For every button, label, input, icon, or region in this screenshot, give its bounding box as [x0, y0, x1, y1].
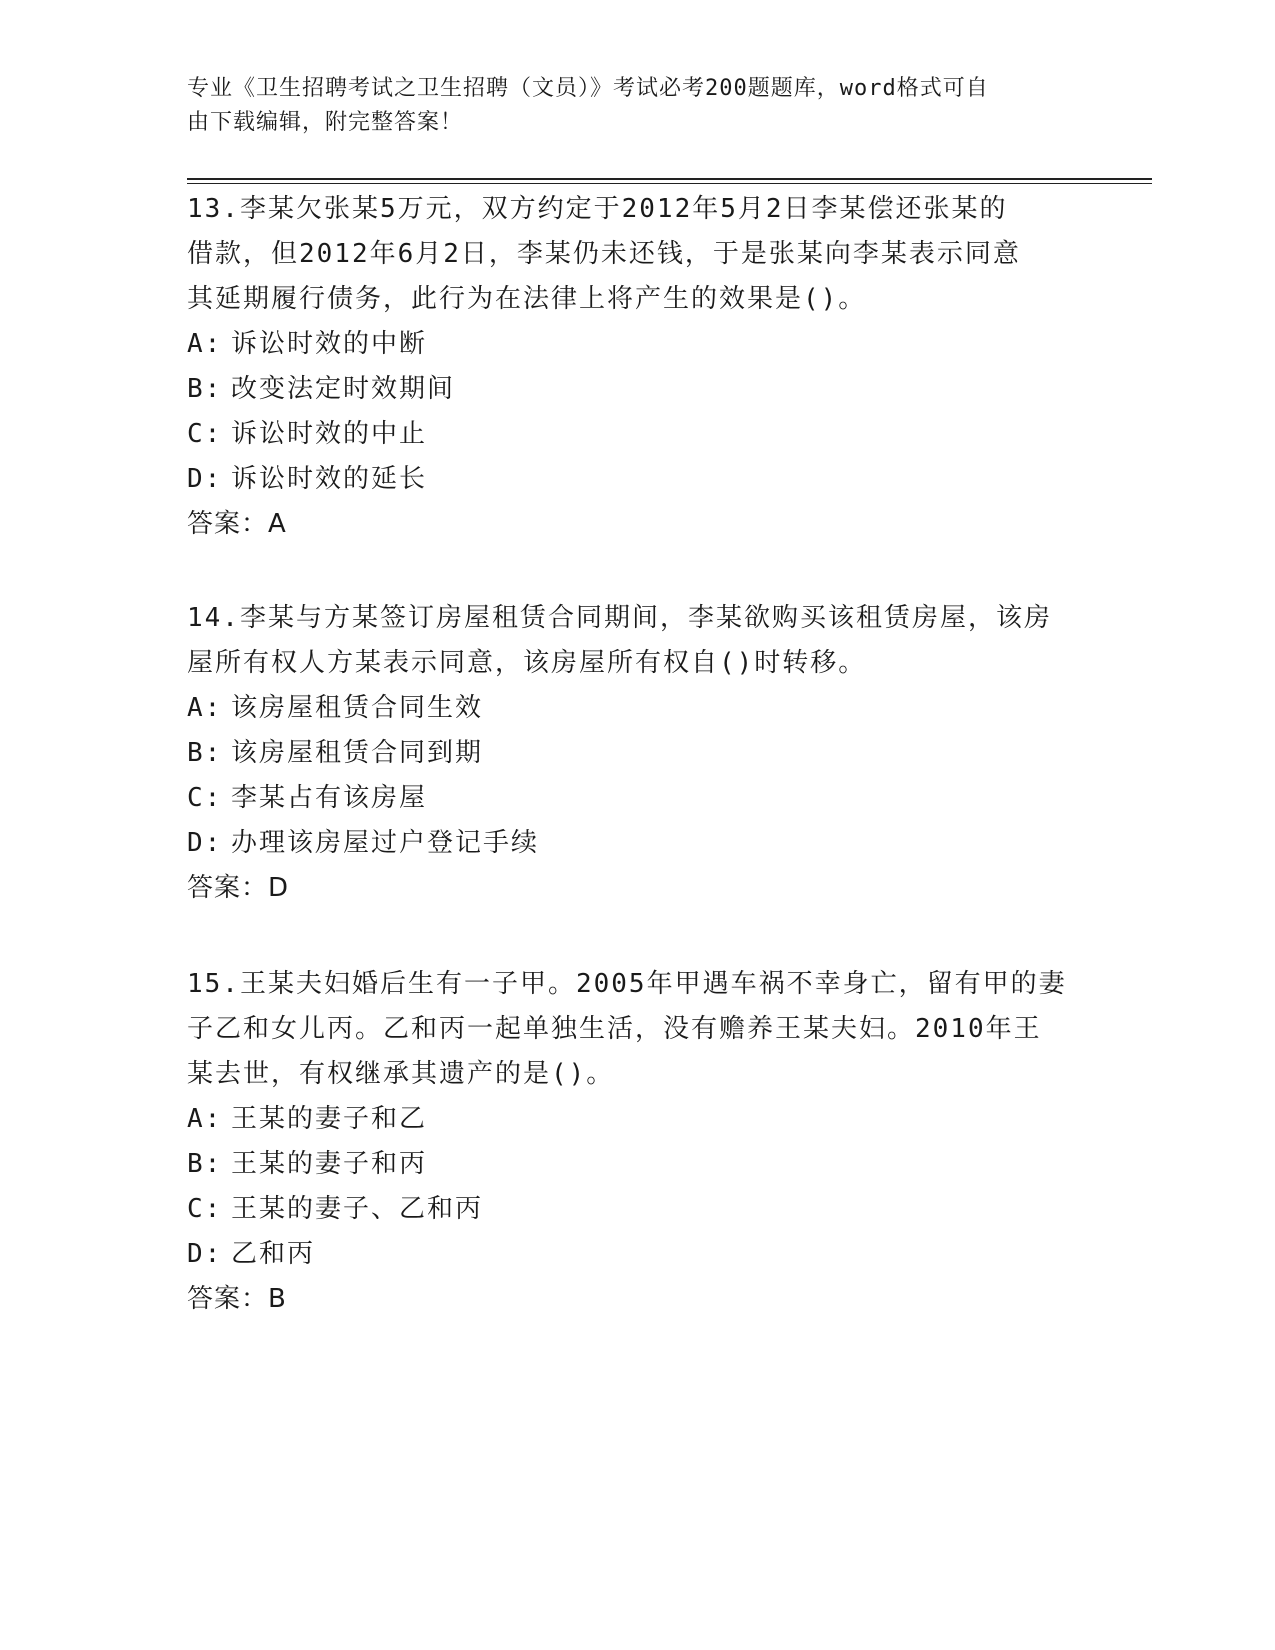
question-number: 13. [187, 194, 240, 224]
option-key: C: [187, 419, 223, 449]
question-15 [187, 962, 1087, 1322]
question-stem-line: 15.王某夫妇婚后生有一子甲。2005年甲遇车祸不幸身亡，留有甲的妻 [187, 969, 1067, 999]
answer-value: A [268, 509, 287, 539]
option-text: 王某的妻子和丙 [231, 1149, 428, 1179]
header-divider [187, 178, 1152, 184]
option-d [187, 1232, 1087, 1277]
answer-line [187, 502, 1087, 547]
question-stem-line: 其延期履行债务，此行为在法律上将产生的效果是()。 [187, 284, 867, 314]
document-header [187, 72, 1067, 140]
option-text: 诉讼时效的延长 [231, 464, 428, 494]
question-stem [187, 962, 1087, 1097]
option-key: C: [187, 783, 223, 813]
option-text: 李某占有该房屋 [231, 783, 428, 813]
option-a [187, 1097, 1087, 1142]
question-13 [187, 187, 1087, 547]
option-c [187, 412, 1087, 457]
answer-label: 答案： [187, 1284, 269, 1314]
answer-value: D [268, 873, 290, 903]
option-key: B: [187, 738, 223, 768]
answer-line [187, 866, 1087, 911]
question-number: 15. [187, 969, 240, 999]
answer-value: B [268, 1284, 287, 1314]
option-key: D: [187, 828, 223, 858]
option-b [187, 367, 1087, 412]
option-key: B: [187, 374, 223, 404]
option-text: 王某的妻子和乙 [231, 1104, 428, 1134]
option-a [187, 322, 1087, 367]
option-b [187, 731, 1087, 776]
option-key: A: [187, 693, 223, 723]
option-text: 改变法定时效期间 [231, 374, 456, 404]
option-text: 王某的妻子、乙和丙 [231, 1194, 484, 1224]
question-stem-line: 屋所有权人方某表示同意，该房屋所有权自()时转移。 [187, 648, 867, 678]
question-stem-line: 某去世，有权继承其遗产的是()。 [187, 1059, 615, 1089]
question-stem-line: 子乙和女儿丙。乙和丙一起单独生活，没有赡养王某夫妇。2010年王 [187, 1014, 1042, 1044]
option-a [187, 686, 1087, 731]
option-text: 诉讼时效的中止 [231, 419, 428, 449]
option-key: D: [187, 464, 223, 494]
question-stem [187, 596, 1087, 686]
option-c [187, 1187, 1087, 1232]
question-stem-line: 借款，但2012年6月2日，李某仍未还钱，于是张某向李某表示同意 [187, 239, 1021, 269]
option-key: C: [187, 1194, 223, 1224]
option-key: A: [187, 1104, 223, 1134]
option-text: 该房屋租赁合同生效 [231, 693, 484, 723]
answer-line [187, 1277, 1087, 1322]
option-key: A: [187, 329, 223, 359]
option-text: 诉讼时效的中断 [231, 329, 428, 359]
question-number: 14. [187, 603, 240, 633]
answer-label: 答案： [187, 509, 269, 539]
option-text: 办理该房屋过户登记手续 [231, 828, 540, 858]
option-c [187, 776, 1087, 821]
option-key: B: [187, 1149, 223, 1179]
question-14 [187, 596, 1087, 911]
question-stem [187, 187, 1087, 322]
option-d [187, 457, 1087, 502]
option-d [187, 821, 1087, 866]
question-stem-line: 14.李某与方某签订房屋租赁合同期间，李某欲购买该租赁房屋，该房 [187, 603, 1052, 633]
answer-label: 答案： [187, 873, 269, 903]
option-text: 该房屋租赁合同到期 [231, 738, 484, 768]
option-text: 乙和丙 [231, 1239, 316, 1269]
header-line-2: 由下载编辑，附完整答案！ [187, 110, 464, 135]
header-line-1: 专业《卫生招聘考试之卫生招聘（文员）》考试必考200题题库，word格式可自 [187, 76, 989, 101]
question-stem-line: 13.李某欠张某5万元，双方约定于2012年5月2日李某偿还张某的 [187, 194, 1008, 224]
option-key: D: [187, 1239, 223, 1269]
option-b [187, 1142, 1087, 1187]
